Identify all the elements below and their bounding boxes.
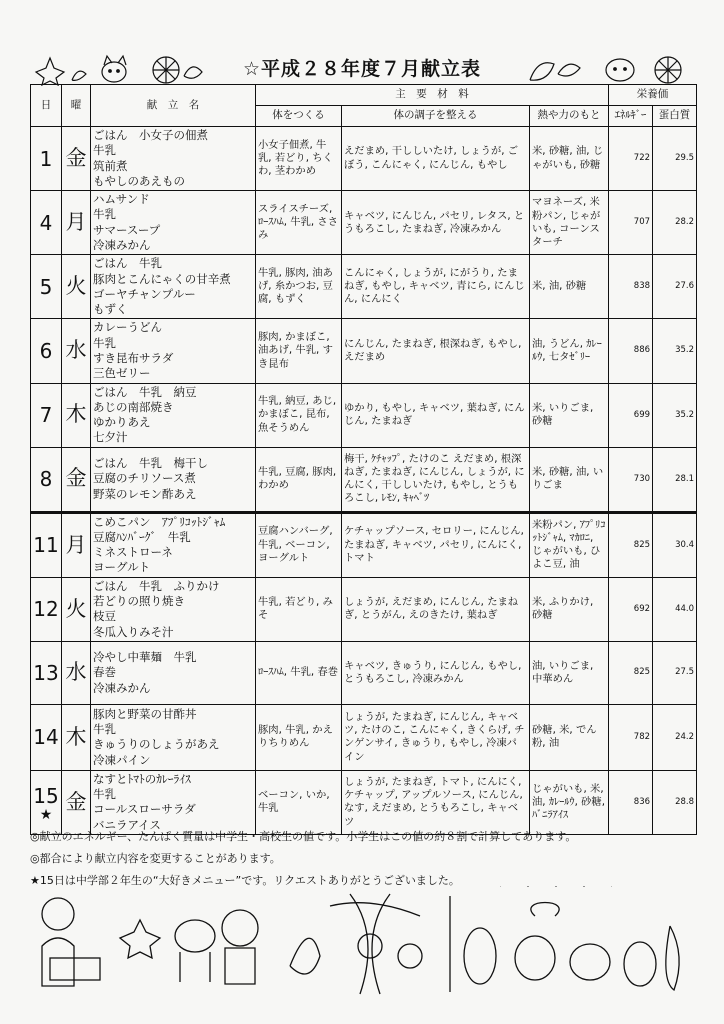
day-cell [31,447,62,512]
dish-line: 冷凍みかん [93,680,151,695]
kcal-cell: 707 [609,191,653,255]
energy-source-cell: マヨネーズ, 米粉パン, じゃがいも, コーンスターチ [530,191,609,255]
dishes-cell [91,255,256,319]
energy-source-cell: 米, ふりかけ, 砂糖 [530,577,609,641]
kcal-cell: 838 [609,255,653,319]
day-cell [31,577,62,641]
day-number: 8 [39,467,53,492]
day-number: 1 [39,146,53,171]
dish-line: ミネストローネ [93,545,173,560]
dish-line: バニラアイス [93,817,161,832]
favorite-star-icon: ★ [39,807,53,824]
footer-illustration [30,886,696,996]
dishes-cell [91,383,256,447]
dishes-cell [91,704,256,770]
day-number: 11 [33,533,59,558]
build-cell: 牛乳, 若どり, みそ [256,577,342,641]
protein-cell: 35.2 [653,319,697,383]
day-number: 4 [39,210,53,235]
header-menu: 献 立 名 [91,85,256,127]
build-cell: ﾛｰｽﾊﾑ, 牛乳, 春巻 [256,641,342,704]
dish-line: 牛乳 [93,787,116,802]
kcal-cell: 825 [609,641,653,704]
dish-line: 枝豆 [93,609,116,624]
kcal-cell: 722 [609,127,653,191]
table-row [31,127,697,191]
dish-line: きゅうりのしょうがあえ [93,737,220,752]
dish-line: 三色ゼリー [93,366,151,381]
build-cell: 豆腐ハンバーグ, 牛乳, ベーコン, ヨーグルト [256,512,342,577]
day-cell [31,383,62,447]
dishes-cell [91,641,256,704]
weekday-cell: 火 [62,577,91,641]
dish-line: 冷凍パイン [93,752,151,767]
dish-line: 豚肉と野菜の甘酢丼 [93,706,197,721]
dish-line: 春巻 [93,665,116,680]
dish-line: 牛乳 [93,207,116,222]
build-cell: 豚肉, 牛乳, かえりちりめん [256,704,342,770]
leaf-icon [526,52,586,86]
dish-line: 豆腐のチリソース煮 [93,471,196,486]
day-number: 14 [33,725,59,750]
day-cell [31,127,62,191]
page-title: ☆平成２８年度７月献立表 [242,58,482,80]
day-cell [31,770,62,834]
dishes-cell [91,770,256,834]
energy-source-cell: 油, うどん, ｶﾚｰﾙｳ, 七タｾﾞﾘｰ [530,319,609,383]
dish-line: 若どりの照り焼き [93,594,185,609]
header-protein: 蛋白質 [653,106,697,127]
table-row [31,319,697,383]
protein-cell: 24.2 [653,704,697,770]
day-number: 7 [39,403,53,428]
weekday-cell: 月 [62,512,91,577]
build-cell: 牛乳, 豆腐, 豚肉, わかめ [256,447,342,512]
day-cell [31,704,62,770]
condition-cell: しょうが, たまねぎ, にんじん, キャベツ, たけのこ, こんにゃく, きくらげ, チンゲンサイ, きゅうり, もやし, 冷凍パイン [342,704,530,770]
dish-line: カレーうどん [93,320,162,335]
table-row [31,383,697,447]
energy-source-cell: 米, いりごま, 砂糖 [530,383,609,447]
day-number: 13 [33,660,59,685]
dish-line: ヨーグルト [93,560,151,575]
build-cell: 牛乳, 豚肉, 油あげ, 糸かつお, 豆腐, もずく [256,255,342,319]
dishes-cell [91,577,256,641]
weekday-cell: 火 [62,255,91,319]
weekday-cell: 水 [62,319,91,383]
condition-cell: にんじん, たまねぎ, 根深ねぎ, もやし, えだまめ [342,319,530,383]
weekday-cell: 木 [62,383,91,447]
dish-line: 冬瓜入りみそ汁 [93,624,174,639]
tanabata-illustration-icon [30,886,696,996]
dish-line: ごはん 牛乳 梅干し [93,456,208,471]
energy-source-cell: 砂糖, 米, でん粉, 油 [530,704,609,770]
dish-line: 豚肉とこんにゃくの甘辛煮 [93,271,231,286]
dish-line: なすとﾄﾏﾄのｶﾚｰﾗｲｽ [93,771,191,786]
protein-cell: 35.2 [653,383,697,447]
energy-source-cell: 米, 砂糖, 油, いりごま [530,447,609,512]
kcal-cell: 782 [609,704,653,770]
header-nutrition: 栄養価 [609,85,697,106]
dish-line: ごはん 牛乳 [93,256,162,271]
day-number: 5 [39,274,53,299]
dish-line: ハムサンド [93,192,150,207]
note-energy: ◎献立のエネルギー、たんぱく質量は中学生・高校生の値です。小学生はこの値の約８割で計算してあります。 [30,830,577,843]
build-cell: 豚肉, かまぼこ, 油あげ, 牛乳, すき昆布 [256,319,342,383]
day-number: 12 [33,597,59,622]
dish-line: もずく [93,302,128,317]
protein-cell: 27.6 [653,255,697,319]
header-main-ingredients: 主 要 材 料 [256,85,609,106]
build-cell: 小女子佃煮, 牛乳, 若どり, ちくわ, 茎わかめ [256,127,342,191]
kcal-cell: 886 [609,319,653,383]
dish-line: 筑前煮 [93,158,128,173]
energy-source-cell: 油, いりごま, 中華めん [530,641,609,704]
animal-and-flower-icon [592,52,692,86]
energy-source-cell: 米, 砂糖, 油, じゃがいも, 砂糖 [530,127,609,191]
day-cell [31,512,62,577]
condition-cell: しょうが, たまねぎ, トマト, にんにく, ケチャップ, アップルソース, にんじん, なす, えだまめ, とうもろこし, キャベツ [342,770,530,834]
day-cell [31,319,62,383]
dish-line: 牛乳 [93,335,116,350]
protein-cell: 29.5 [653,127,697,191]
kcal-cell: 836 [609,770,653,834]
notes [30,826,696,892]
header-decoration-right [526,52,692,86]
condition-cell: ゆかり, もやし, キャベツ, 葉ねぎ, にんじん, たまねぎ [342,383,530,447]
dish-line: 牛乳 [93,143,116,158]
header [28,48,696,88]
dishes-cell [91,127,256,191]
dishes-cell [91,319,256,383]
day-number: 15 [33,784,59,809]
header-energy: ｴﾈﾙｷﾞｰ [609,106,653,127]
header-body-build: 体をつくる [256,106,342,127]
dish-line: 野菜のレモン酢あえ [93,486,197,501]
kcal-cell: 692 [609,577,653,641]
day-number: 6 [39,338,53,363]
dish-line: あじの南部焼き [93,399,174,414]
dish-line: ごはん 牛乳 納豆 [93,384,197,399]
table-row [31,577,697,641]
menu-body [31,127,697,835]
condition-cell: キャベツ, きゅうり, にんじん, もやし, とうもろこし, 冷凍みかん [342,641,530,704]
header-weekday: 曜 [62,85,91,127]
protein-cell: 28.2 [653,191,697,255]
dish-line: こめこパン ｱﾌﾟﾘｺｯﾄｼﾞｬﾑ [93,514,226,529]
dish-line: ゴーヤチャンプルー [93,286,196,301]
dish-line: ゆかりあえ [93,415,151,430]
dish-line: ごはん 小女子の佃煮 [93,128,208,142]
energy-source-cell: 米, 油, 砂糖 [530,255,609,319]
weekday-cell: 木 [62,704,91,770]
header-body-condition: 体の調子を整える [342,106,530,127]
table-row [31,770,697,834]
dish-line: 豆腐ﾊﾝﾊﾞｰｸﾞ 牛乳 [93,529,191,544]
header-day: 日 [31,85,62,127]
weekday-cell: 水 [62,641,91,704]
dish-line: ごはん 牛乳 ふりかけ [93,578,220,593]
table-row [31,512,697,577]
build-cell: ベーコン, いか, 牛乳 [256,770,342,834]
protein-cell: 28.1 [653,447,697,512]
dish-line: 冷やし中華麺 牛乳 [93,649,197,664]
note-change: ◎都合により献立内容を変更することがあります。 [30,852,281,865]
dish-line: すき昆布サラダ [93,350,174,365]
weekday-cell: 金 [62,127,91,191]
condition-cell: キャベツ, にんじん, パセリ, レタス, とうもろこし, たまねぎ, 冷凍みかん [342,191,530,255]
protein-cell: 30.4 [653,512,697,577]
energy-source-cell: 米粉パン, ｱﾌﾟﾘｺｯﾄｼﾞｬﾑ, ﾏｶﾛﾆ, じゃがいも, ひよこ豆, 油 [530,512,609,577]
dish-line: 七夕汁 [93,430,128,445]
dish-line: サマースープ [93,222,161,237]
menu-table [30,84,697,835]
weekday-cell: 金 [62,770,91,834]
table-row [31,641,697,704]
dishes-cell [91,512,256,577]
table-row [31,447,697,512]
dishes-cell [91,191,256,255]
protein-cell: 44.0 [653,577,697,641]
condition-cell: 梅干, ｹﾁｬｯﾌﾟ, たけのこ えだまめ, 根深ねぎ, たまねぎ, にんじん, しょうが, にんにく, 干ししいたけ, もやし, とうもろこし, ﾚﾓﾝ, ｷｬﾍﾞﾂ [342,447,530,512]
protein-cell: 27.5 [653,641,697,704]
build-cell: スライスチーズ, ﾛｰｽﾊﾑ, 牛乳, ささみ [256,191,342,255]
dish-line: 牛乳 [93,722,116,737]
day-cell [31,191,62,255]
condition-cell: えだまめ, 干ししいたけ, しょうが, ごぼう, こんにゃく, にんじん, もやし [342,127,530,191]
energy-source-cell: じゃがいも, 米, 油, ｶﾚｰﾙｳ, 砂糖, ﾊﾞﾆﾗｱｲｽ [530,770,609,834]
condition-cell: しょうが, えだまめ, にんじん, たまねぎ, とうがん, えのきたけ, 葉ねぎ [342,577,530,641]
kcal-cell: 730 [609,447,653,512]
weekday-cell: 月 [62,191,91,255]
condition-cell: ケチャップソース, セロリー, にんじん, たまねぎ, キャベツ, パセリ, にんにく, トマト [342,512,530,577]
protein-cell: 28.8 [653,770,697,834]
dishes-cell [91,447,256,512]
day-cell [31,255,62,319]
kcal-cell: 699 [609,383,653,447]
table-row [31,704,697,770]
table-row [31,255,697,319]
dish-line: もやしのあえもの [93,173,185,188]
weekday-cell: 金 [62,447,91,512]
note-favorite: ★15日は中学部２年生の“大好きメニュー”です。リクエストありがとうございました。 [30,874,460,887]
dish-line: 冷凍みかん [93,237,151,252]
build-cell: 牛乳, 納豆, あじ, かまぼこ, 昆布, 魚そうめん [256,383,342,447]
kcal-cell: 825 [609,512,653,577]
dish-line: コールスローサラダ [93,802,196,817]
header-energy-source: 熱や力のもと [530,106,609,127]
day-cell [31,641,62,704]
table-row [31,191,697,255]
condition-cell: こんにゃく, しょうが, にがうり, たまねぎ, もやし, キャベツ, 青にら, にんじん, にんにく [342,255,530,319]
